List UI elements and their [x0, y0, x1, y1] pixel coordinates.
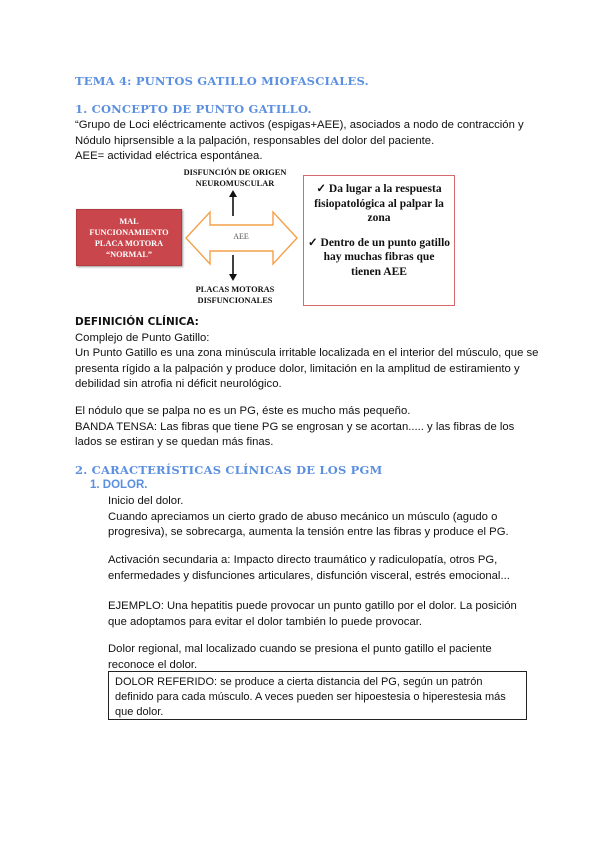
text-line: definido para cada músculo. A veces pueden ser hipoestesia o hiperestesia más [115, 691, 506, 703]
text-line: Inicio del dolor. [108, 495, 184, 507]
label-line: NEUROMUSCULAR [195, 178, 275, 188]
right-box [303, 175, 455, 306]
text-line: Un Punto Gatillo es una zona minúscula irritable localizada en el interior del músculo, que se [75, 347, 539, 360]
referred-pain-box [108, 671, 527, 720]
notes [75, 404, 545, 451]
check-item: ✓ Da lugar a la respuesta fisiopatológica al palpar la zona [314, 183, 444, 224]
text-line: EJEMPLO: Una hepatitis puede provocar un punto gatillo por el dolor. La posición [108, 600, 517, 612]
arrow-label: AEE [233, 232, 249, 241]
text-line: debilidad sin atrofia ni déficit neurológico. [75, 378, 282, 391]
text-line: reconoce el dolor. [108, 658, 198, 671]
concept-definition [75, 118, 545, 165]
label-line: “NORMAL” [105, 249, 153, 259]
text-line: “Grupo de Loci eléctricamente activos (espigas+AEE), asociados a nodo de contracción y [75, 119, 524, 131]
text-line: BANDA TENSA: Las fibras que tiene PG se engrosan y se acortan..... y las fibras de los [75, 420, 515, 433]
label-line: DISFUNCIÓN DE ORIGEN [183, 168, 287, 177]
red-box [76, 209, 182, 266]
clinical-definition [75, 315, 545, 393]
text-line: lados se estiran y se quedan más finas. [75, 436, 274, 449]
check-item: ✓ Dentro de un punto gatillo hay muchas fibras que tienen AEE [308, 236, 451, 278]
text-line: Cuando apreciamos un cierto grado de abuso mecánico un músculo (agudo o [108, 510, 498, 523]
text-line: progresiva), se sobrecarga, aumenta la tensión entre las fibras y produce el PG. [108, 526, 509, 539]
text-line: Complejo de Punto Gatillo: [75, 331, 210, 344]
section-1-heading: 1. CONCEPTO DE PUNTO GATILLO. [75, 102, 312, 116]
text-line: Activación secundaria a: Impacto directo traumático y radiculopatía, otros PG, [108, 554, 498, 566]
paragraph [108, 494, 548, 541]
clinical-definition-heading: DEFINICIÓN CLÍNICA: [75, 316, 199, 328]
paragraph [108, 599, 548, 630]
text-line: que adoptamos para evitar el dolor también lo puede provocar. [108, 615, 423, 628]
subsection-dolor-heading: 1. DOLOR. [90, 479, 148, 491]
text-line: que dolor. [115, 706, 164, 718]
diagram-top-label [160, 168, 310, 189]
diagram-bottom-label [160, 285, 310, 306]
label-line: DISFUNCIONALES [197, 295, 273, 305]
text-line: enfermedades y disfunciones articulares, disfunción visceral, estrés emocional... [108, 569, 510, 582]
label-line: FUNCIONAMIENTO [89, 227, 169, 237]
label-line: PLACA MOTORA [94, 238, 164, 248]
text-line: Nódulo hiprsensible a la palpación, responsables del dolor del paciente. [75, 134, 435, 147]
paragraph [108, 553, 548, 584]
label-line: MAL [119, 216, 139, 226]
text-line: DOLOR REFERIDO: se produce a cierta distancia del PG, según un patrón [115, 676, 483, 688]
label-line: PLACAS MOTORAS [195, 285, 275, 294]
section-2-heading: 2. CARACTERÍSTICAS CLÍNICAS DE LOS PGM [75, 463, 383, 477]
text-line: El nódulo que se palpa no es un PG, éste es mucho más pequeño. [75, 405, 411, 417]
text-line: presenta rígido a la palpación y produce dolor, limitación en la amplitud de estiramiento y [75, 362, 520, 375]
text-line: AEE= actividad eléctrica espontánea. [75, 150, 263, 163]
document-title: TEMA 4: PUNTOS GATILLO MIOFASCIALES. [75, 74, 369, 88]
text-line: Dolor regional, mal localizado cuando se presiona el punto gatillo el paciente [108, 643, 492, 655]
paragraph [108, 642, 548, 673]
